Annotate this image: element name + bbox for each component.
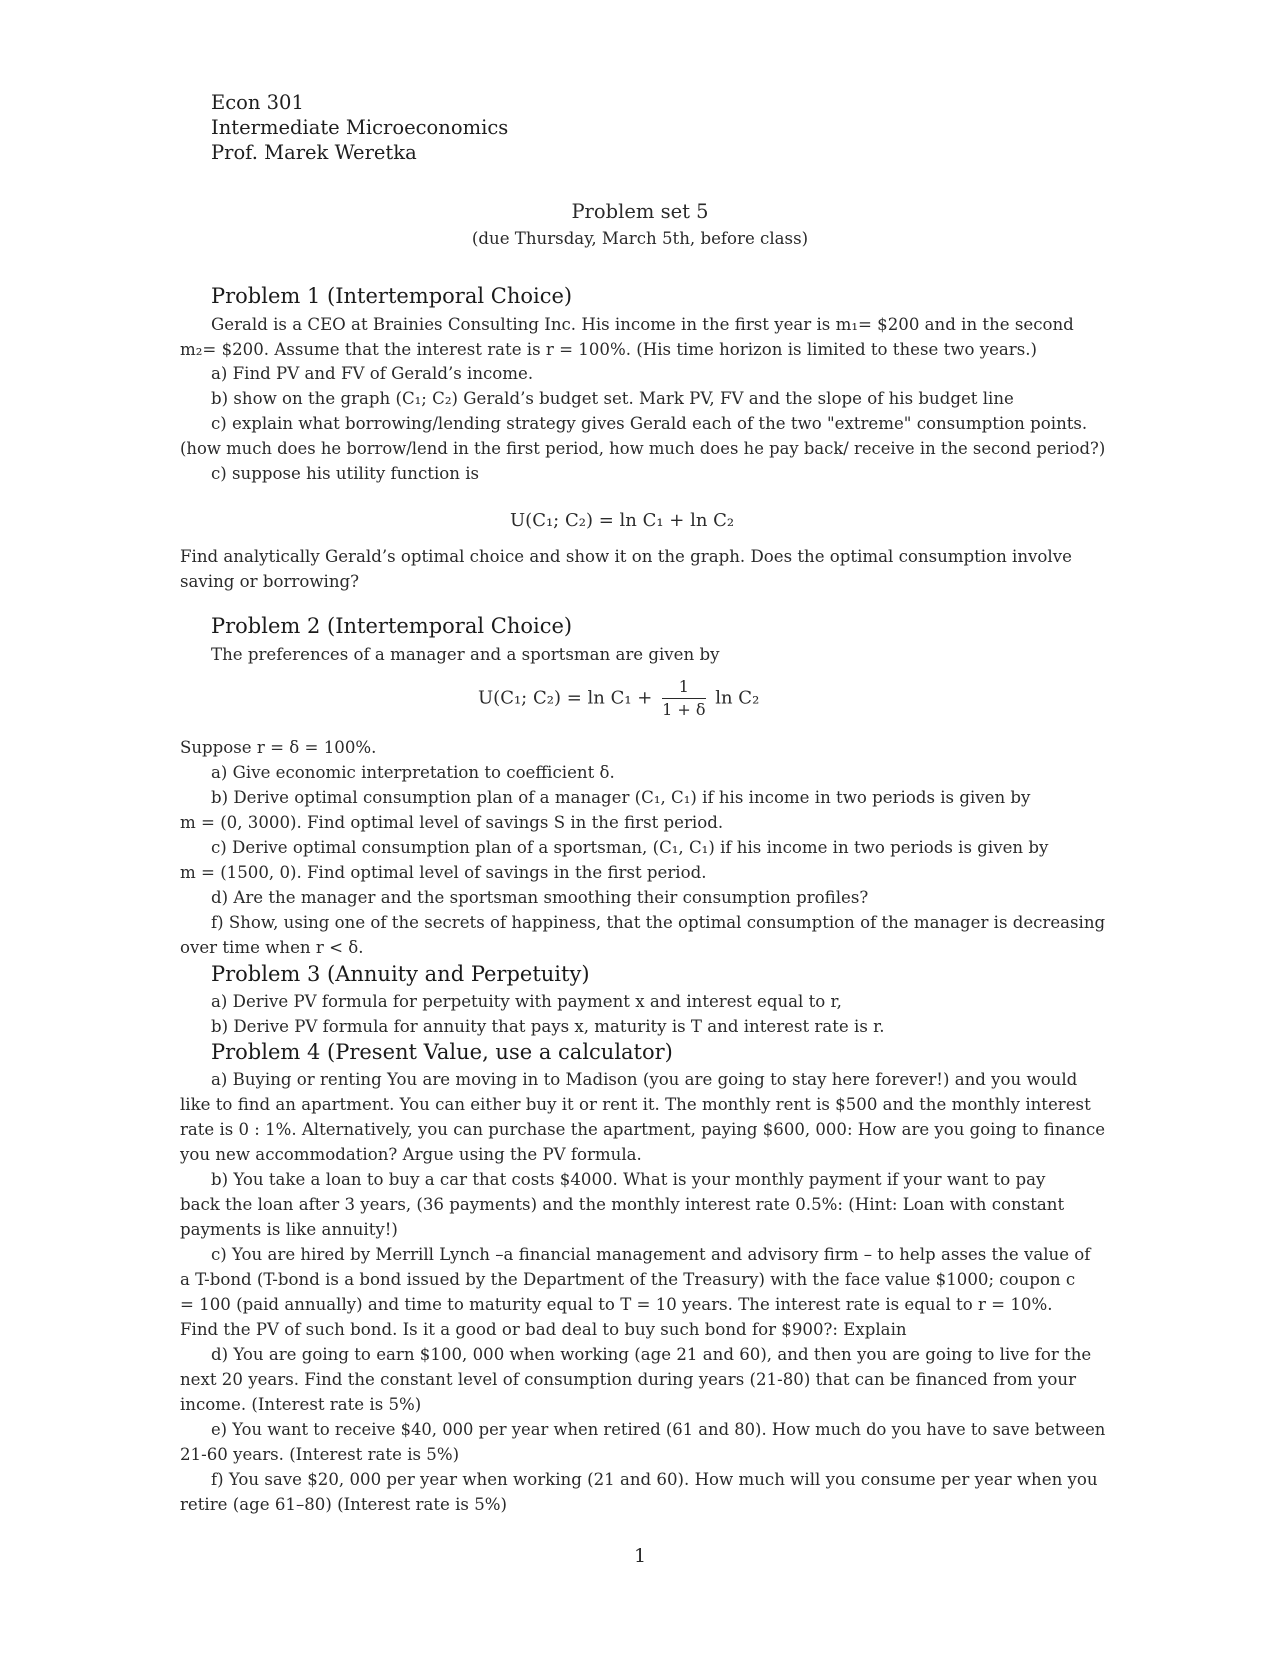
page-number: 1 [633,1545,647,1567]
problem-1-heading: Problem 1 (Intertemporal Choice) [211,284,573,308]
problem-2-part-c: c) Derive optimal consumption plan of a sportsman, (C₁, C₁) if his income in two periods is given by [211,838,1049,857]
problem-4-part-a: like to find an apartment. You can either buy it or rent it. The monthly rent is $500 and the monthly interest [180,1095,1091,1114]
professor-name: Prof. Marek Weretka [211,141,417,164]
problem-4-part-e: 21-60 years. (Interest rate is 5%) [180,1445,460,1464]
problem-4-part-b: back the loan after 3 years, (36 payments) and the monthly interest rate 0.5%: (Hint: Loan with constant [180,1195,1065,1214]
course-code: Econ 301 [211,91,304,114]
problem-1-text: saving or borrowing? [180,572,360,591]
problem-1-part-c2: c) suppose his utility function is [211,464,480,483]
problem-2-text: The preferences of a manager and a sportsman are given by [211,645,720,664]
problem-1-part-c: (how much does he borrow/lend in the first period, how much does he pay back/ receive in the second period?) [180,439,1106,458]
problem-2-heading: Problem 2 (Intertemporal Choice) [211,614,573,638]
problem-3-part-a: a) Derive PV formula for perpetuity with payment x and interest equal to r, [211,992,842,1011]
problem-4-part-a: rate is 0 : 1%. Alternatively, you can purchase the apartment, paying $600, 000: How are you going to finance [180,1120,1106,1139]
problem-4-part-c: c) You are hired by Merrill Lynch –a financial management and advisory firm – to help asses the value of [211,1245,1091,1264]
problem-4-part-b: b) You take a loan to buy a car that costs $4000. What is your monthly payment if your want to pay [211,1170,1046,1189]
problem-set-due-date: (due Thursday, March 5th, before class) [471,229,809,248]
problem-2-part-b: m = (0, 3000). Find optimal level of savings S in the first period. [180,813,724,832]
problem-2-part-a: a) Give economic interpretation to coefficient δ. [211,763,615,782]
problem-2-part-c: m = (1500, 0). Find optimal level of savings in the first period. [180,863,707,882]
problem-4-part-f: retire (age 61–80) (Interest rate is 5%) [180,1495,508,1514]
problem-4-part-d: next 20 years. Find the constant level of consumption during years (21-80) that can be financed from your [180,1370,1077,1389]
course-header [211,90,508,165]
problem-set-title: Problem set 5 [571,200,709,223]
problem-4-part-a: a) Buying or renting You are moving in to Madison (you are going to stay here forever!) and you would [211,1070,1078,1089]
problem-2-part-b: b) Derive optimal consumption plan of a manager (C₁, C₁) if his income in two periods is given by [211,788,1031,807]
formula-right: ln C₂ [715,687,760,709]
problem-3-part-b: b) Derive PV formula for annuity that pays x, maturity is T and interest rate is r. [211,1017,885,1036]
problem-4-part-e: e) You want to receive $40, 000 per year when retired (61 and 80). How much do you have to save between [211,1420,1106,1439]
problem-4-heading: Problem 4 (Present Value, use a calculator) [211,1040,673,1064]
problem-1-utility-formula: U(C₁; C₂) = ln C₁ + ln C₂ [510,510,735,531]
problem-1-text: m₂= $200. Assume that the interest rate is r = 100%. (His time horizon is limited to these two years.) [180,340,1038,359]
problem-4-part-d: income. (Interest rate is 5%) [180,1395,422,1414]
problem-4-part-c: = 100 (paid annually) and time to maturity equal to T = 10 years. The interest rate is equal to r = 10%. [180,1295,1053,1314]
fraction-denominator: 1 + δ [662,700,706,719]
problem-3-heading: Problem 3 (Annuity and Perpetuity) [211,962,590,986]
formula-left: U(C₁; C₂) = ln C₁ + [478,687,653,709]
discount-fraction [662,676,705,721]
problem-4-part-d: d) You are going to earn $100, 000 when working (age 21 and 60), and then you are going to live for the [211,1345,1092,1364]
problem-2-part-d: d) Are the manager and the sportsman smoothing their consumption profiles? [211,888,869,907]
problem-1-part-c: c) explain what borrowing/lending strategy gives Gerald each of the two "extreme" consumption points. [211,414,1088,433]
problem-1-part-b: b) show on the graph (C₁; C₂) Gerald’s budget set. Mark PV, FV and the slope of his budget line [211,389,1014,408]
problem-2-part-f: over time when r < δ. [180,938,364,957]
problem-2-part-f: f) Show, using one of the secrets of happiness, that the optimal consumption of the manager is decreasing [211,913,1106,932]
problem-1-text: Find analytically Gerald’s optimal choice and show it on the graph. Does the optimal consumption involve [180,547,1072,566]
problem-4-part-b: payments is like annuity!) [180,1220,398,1239]
problem-4-part-a: you new accommodation? Argue using the PV formula. [180,1145,642,1164]
problem-1-part-a: a) Find PV and FV of Gerald’s income. [211,364,534,383]
problem-2-assumption: Suppose r = δ = 100%. [180,738,377,757]
problem-4-part-c: a T-bond (T-bond is a bond issued by the Department of the Treasury) with the face value $1000; coupon c [180,1270,1076,1289]
fraction-numerator: 1 [662,676,705,699]
problem-4-part-f: f) You save $20, 000 per year when working (21 and 60). How much will you consume per year when you [211,1470,1098,1489]
course-title: Intermediate Microeconomics [211,116,509,139]
problem-1-text: Gerald is a CEO at Brainies Consulting Inc. His income in the first year is m₁= $200 and in the second [211,315,1074,334]
problem-2-utility-formula [478,676,759,721]
problem-4-part-c: Find the PV of such bond. Is it a good or bad deal to buy such bond for $900?: Explain [180,1320,907,1339]
